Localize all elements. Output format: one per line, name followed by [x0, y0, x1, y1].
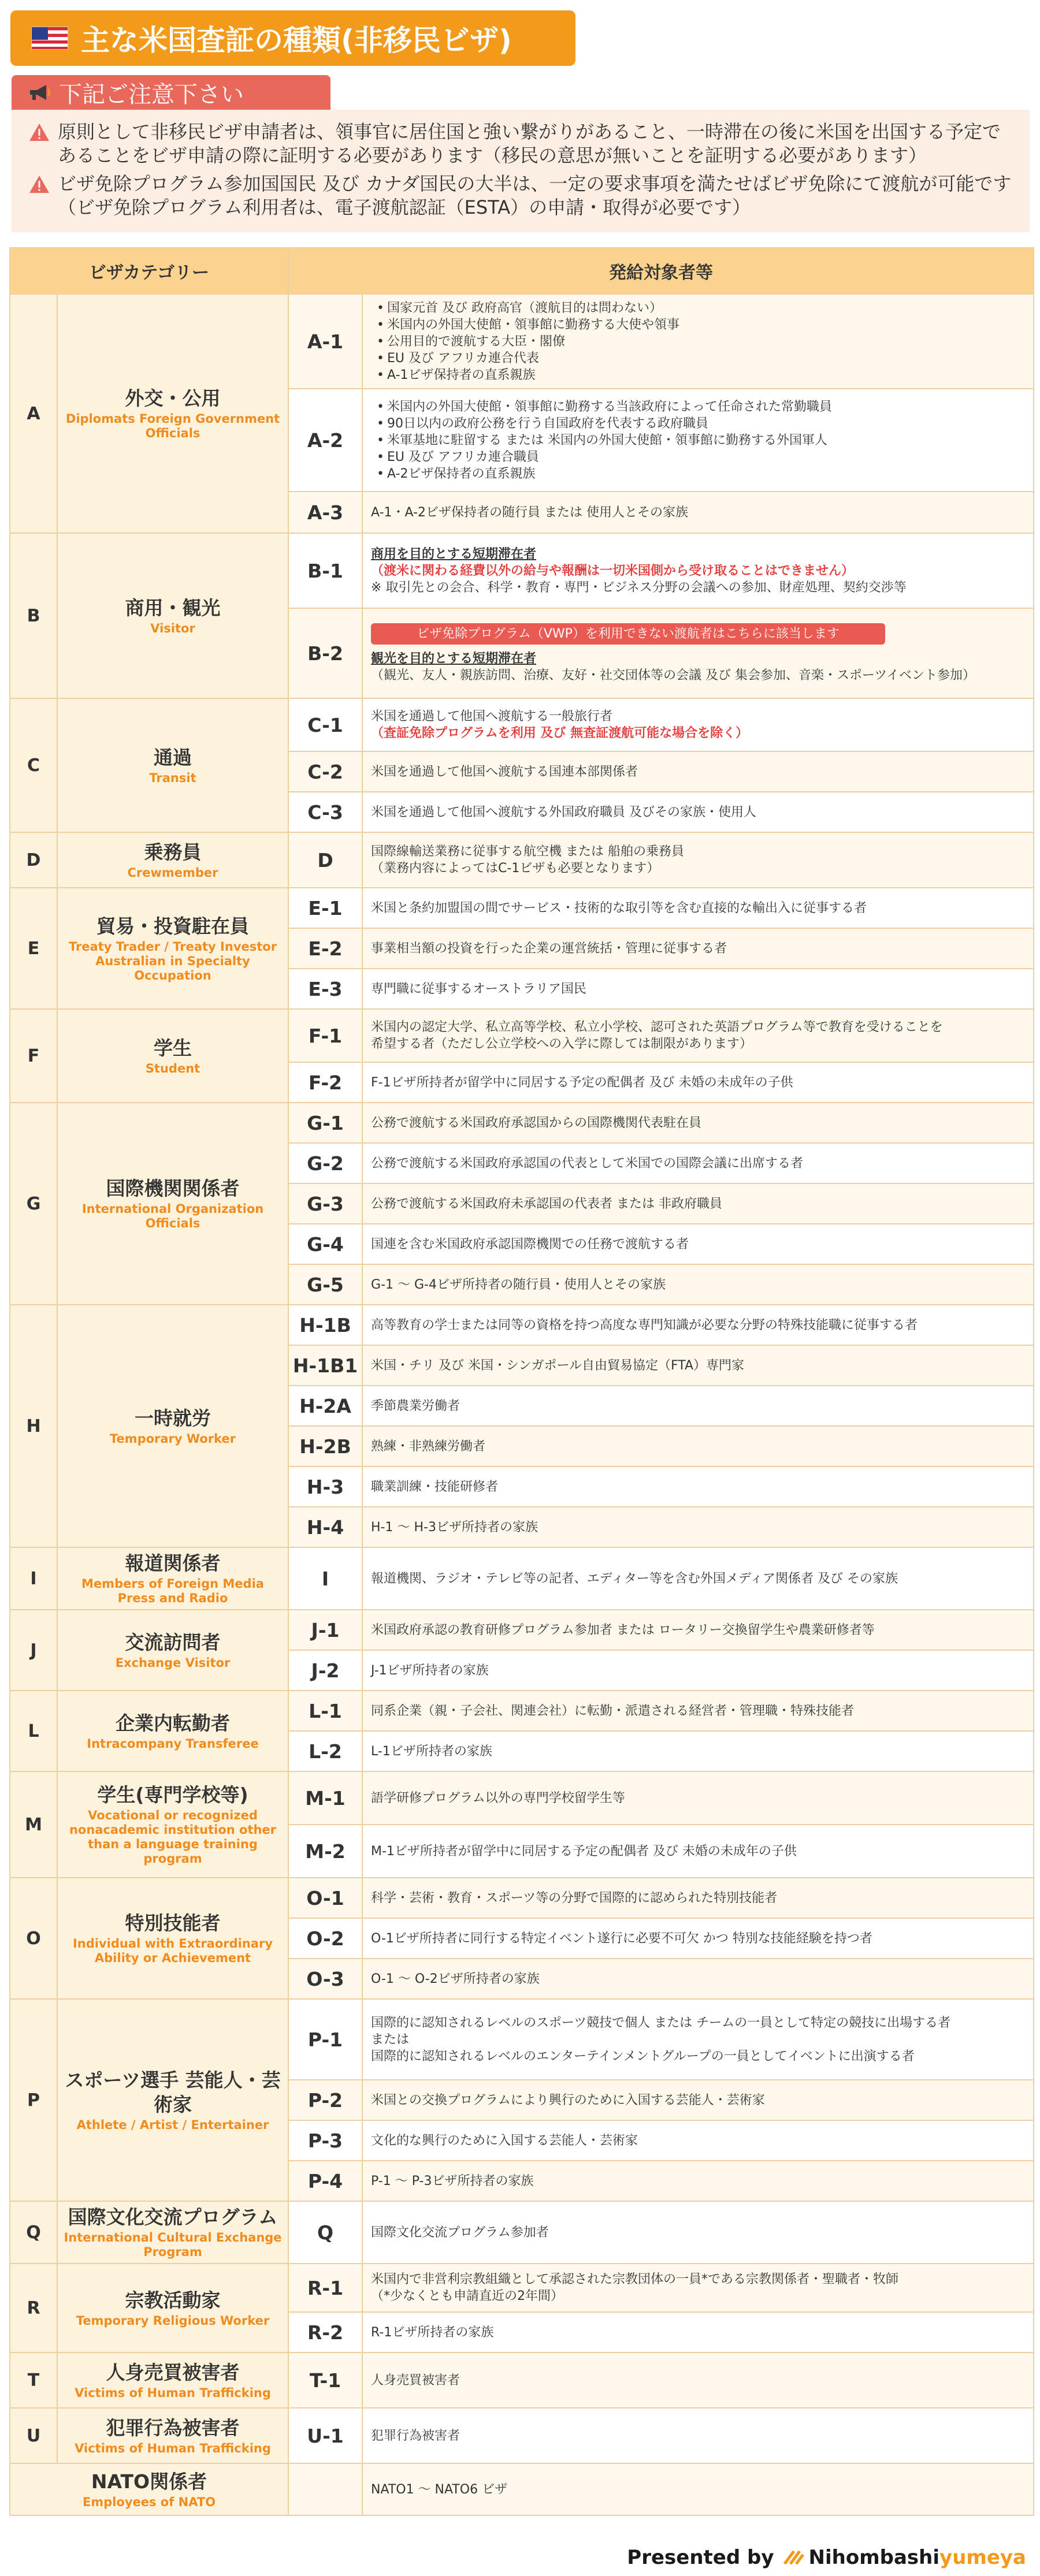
c1-warning: （査証免除プログラムを利用 及び 無査証渡航可能な場合を除く） [371, 726, 749, 740]
visa-description [362, 1999, 1034, 2080]
description-line: （業務内容によってはC-1ビザも必要となります） [371, 861, 660, 876]
visa-code: L-1 [288, 1691, 362, 1731]
category-name-cell [57, 1691, 288, 1771]
visa-description: P-1 ～ P-3ビザ所持者の家族 [362, 2161, 1034, 2201]
visa-code: J-1 [288, 1610, 362, 1650]
category-letter: G [10, 1103, 57, 1305]
visa-description: L-1ビザ所持者の家族 [362, 1731, 1034, 1771]
us-flag-icon [31, 27, 68, 50]
category-name-cell [57, 533, 288, 698]
header-eligible: 発給対象者等 [288, 248, 1034, 294]
category-name-en: Intracompany Transferee [87, 1736, 259, 1751]
page-title-text: 主な米国査証の種類(非移民ビザ) [81, 24, 512, 57]
category-name-jp: スポーツ選手 芸能人・芸術家 [65, 2068, 281, 2116]
bullet-item: • 国家元首 及び 政府高官（渡航目的は問わない） [371, 300, 1025, 317]
visa-description: 国連を含む米国政府承認国際機関での任務で渡航する者 [362, 1224, 1034, 1264]
table-row [10, 1610, 1034, 1650]
visa-description [362, 1009, 1034, 1062]
visa-description: J-1ビザ所持者の家族 [362, 1650, 1034, 1691]
visa-code: R-1 [288, 2264, 362, 2312]
category-name-en: Victims of Human Trafficking [75, 2385, 271, 2400]
category-letter: E [10, 888, 57, 1009]
table-row [10, 1771, 1034, 1825]
notice-box [12, 110, 1030, 232]
visa-description: 人身売買被害者 [362, 2352, 1034, 2408]
visa-description [362, 294, 1034, 389]
category-name-cell [57, 832, 288, 888]
visa-description: A-1・A-2ビザ保持者の随行員 または 使用人とその家族 [362, 492, 1034, 533]
visa-description: 米国政府承認の教育研修プログラム参加者 または ロータリー交換留学生や農業研修者等 [362, 1610, 1034, 1650]
visa-description: G-1 ～ G-4ビザ所持者の随行員・使用人とその家族 [362, 1264, 1034, 1305]
category-name-cell [57, 2264, 288, 2352]
notice-tab [12, 75, 330, 110]
category-letter: D [10, 832, 57, 888]
warning-icon [29, 123, 50, 142]
visa-code: H-3 [288, 1466, 362, 1507]
visa-code: G-5 [288, 1264, 362, 1305]
visa-description: 科学・芸術・教育・スポーツ等の分野で国際的に認められた特別技能者 [362, 1878, 1034, 1918]
table-row [10, 888, 1034, 928]
visa-code: T-1 [288, 2352, 362, 2408]
table-row [10, 1878, 1034, 1918]
category-name-jp: 犯罪行為被害者 [106, 2416, 240, 2439]
category-letter: R [10, 2264, 57, 2352]
visa-description: 公務で渡航する米国政府承認国の代表として米国での国際会議に出席する者 [362, 1143, 1034, 1183]
description-line: 希望する者（ただし公立学校への入学に際しては制限があります） [371, 1037, 753, 1051]
visa-code: B-2 [288, 608, 362, 698]
table-row [10, 1547, 1034, 1610]
description-line: 国際的に認知されるレベルのスポーツ競技で個人 または チームの一員として特定の競技に出場する者 [371, 2015, 951, 2030]
visa-code: C-3 [288, 792, 362, 832]
category-name-jp: 乗務員 [144, 840, 202, 863]
category-name-cell [10, 2463, 288, 2515]
category-name-en: Vocational or recognized nonacademic institution other than a language training program [69, 1808, 277, 1866]
visa-code: B-1 [288, 533, 362, 608]
category-name-en: International Cultural Exchange Program [64, 2231, 282, 2259]
category-letter: A [10, 294, 57, 533]
visa-description: 米国を通過して他国へ渡航する国連本部関係者 [362, 751, 1034, 792]
category-name-en: Diplomats Foreign Government Officials [65, 412, 280, 440]
table-row [10, 2463, 1034, 2515]
visa-code: H-4 [288, 1507, 362, 1547]
visa-description: 事業相当額の投資を行った企業の運営統括・管理に従事する者 [362, 928, 1034, 969]
category-letter: Q [10, 2201, 57, 2264]
visa-description: 米国を通過して他国へ渡航する外国政府職員 及びその家族・使用人 [362, 792, 1034, 832]
category-name-cell [57, 2408, 288, 2463]
category-letter: M [10, 1771, 57, 1878]
category-name-jp: 貿易・投資駐在員 [96, 914, 249, 937]
notice-tab-label: 下記ご注意下さい [59, 81, 244, 108]
visa-code: M-1 [288, 1771, 362, 1825]
visa-code: A-2 [288, 389, 362, 492]
visa-code: H-1B1 [288, 1345, 362, 1386]
description-line: 米国内で非営利宗教組織として承認された宗教団体の一員*である宗教関係者・聖職者・牧師 [371, 2272, 899, 2287]
visa-code: I [288, 1547, 362, 1610]
bullet-item: • EU 及び アフリカ連合代表 [371, 350, 1025, 367]
brand-name-a: Nihombashi [808, 2546, 940, 2569]
bullet-item: • 米国内の外国大使館・領事館に勤務する当該政府によって任命された常勤職員 [371, 399, 1025, 415]
visa-code: E-2 [288, 928, 362, 969]
bullet-item: • 公用目的で渡航する大臣・閣僚 [371, 333, 1025, 350]
category-name-jp: 学生 [154, 1036, 192, 1059]
visa-code: G-3 [288, 1183, 362, 1224]
visa-code: J-2 [288, 1650, 362, 1691]
category-name-en: Individual with Extraordinary Ability or Achievement [72, 1937, 273, 1965]
category-name-en: Exchange Visitor [115, 1655, 231, 1670]
visa-description [362, 389, 1034, 492]
visa-code: L-2 [288, 1731, 362, 1771]
b1-heading: 商用を目的とする短期滞在者 [371, 546, 537, 561]
visa-code: E-3 [288, 969, 362, 1009]
table-row [10, 2352, 1034, 2408]
visa-description: 専門職に従事するオーストラリア国民 [362, 969, 1034, 1009]
visa-description: 米国と条約加盟国の間でサービス・技術的な取引等を含む直接的な輸出入に従事する者 [362, 888, 1034, 928]
category-name-jp: 通過 [154, 746, 192, 769]
table-row [10, 1305, 1034, 1345]
category-name-jp: 宗教活動家 [125, 2288, 221, 2311]
visa-description: 同系企業（親・子会社、関連会社）に転勤・派遣される経営者・管理職・特殊技能者 [362, 1691, 1034, 1731]
notice-line [29, 120, 1012, 167]
category-name-en: Visitor [150, 621, 195, 635]
category-name-cell [57, 1771, 288, 1878]
category-name-jp: 国際機関関係者 [106, 1177, 240, 1200]
brand-logo-icon [782, 2549, 805, 2566]
category-letter: F [10, 1009, 57, 1103]
category-name-en: Temporary Worker [109, 1431, 236, 1446]
category-name-jp: 商用・観光 [125, 596, 221, 619]
visa-code: P-2 [288, 2080, 362, 2120]
category-name-jp: 報道関係者 [125, 1552, 221, 1574]
visa-code: Q [288, 2201, 362, 2264]
visa-description: R-1ビザ所持者の家族 [362, 2312, 1034, 2352]
visa-code: P-4 [288, 2161, 362, 2201]
visa-description: 公務で渡航する米国政府未承認国の代表者 または 非政府職員 [362, 1183, 1034, 1224]
visa-description: M-1ビザ所持者が留学中に同居する予定の配偶者 及び 未婚の未成年の子供 [362, 1825, 1034, 1878]
visa-code: C-1 [288, 698, 362, 751]
category-name-en: Crewmember [127, 865, 218, 880]
bullet-item: • 90日以内の政府公務を行う自国政府を代表する政府職員 [371, 415, 1025, 432]
c1-text: 米国を通過して他国へ渡航する一般旅行者 [371, 709, 613, 724]
visa-code [288, 2463, 362, 2515]
description-line: （*少なくとも申請直近の2年間） [371, 2289, 564, 2303]
visa-description: 犯罪行為被害者 [362, 2408, 1034, 2463]
visa-description: F-1ビザ所持者が留学中に同居する予定の配偶者 及び 未婚の未成年の子供 [362, 1062, 1034, 1103]
category-name-cell [57, 888, 288, 1009]
visa-description: 文化的な興行のために入国する芸能人・芸術家 [362, 2120, 1034, 2161]
category-letter: J [10, 1610, 57, 1691]
bullet-item: • A-2ビザ保持者の直系親族 [371, 466, 1025, 482]
category-name-cell [57, 294, 288, 533]
description-line: 国際線輸送業務に従事する航空機 または 船舶の乗務員 [371, 844, 685, 859]
visa-code: H-1B [288, 1305, 362, 1345]
category-name-cell [57, 1999, 288, 2201]
category-name-cell [57, 1878, 288, 1999]
visa-code: H-2B [288, 1426, 362, 1466]
category-name-cell [57, 1305, 288, 1547]
bullet-item: • 米国内の外国大使館・領事館に勤務する大使や領事 [371, 317, 1025, 333]
header-category: ビザカテゴリー [10, 248, 288, 294]
table-row [10, 1009, 1034, 1062]
description-line: 米国内の認定大学、私立高等学校、私立小学校、認可された英語プログラム等で教育を受けることを [371, 1020, 943, 1034]
category-name-cell [57, 1610, 288, 1691]
visa-code: A-1 [288, 294, 362, 389]
bullet-item: • EU 及び アフリカ連合職員 [371, 449, 1025, 466]
category-name-jp: NATO関係者 [91, 2470, 207, 2493]
visa-description [362, 2264, 1034, 2312]
bullet-list [371, 399, 1025, 482]
table-row [10, 1691, 1034, 1731]
category-letter: T [10, 2352, 57, 2408]
b1-warning: （渡米に関わる経費以外の給与や報酬は一切米国側から受け取ることはできません） [371, 563, 855, 578]
category-letter: B [10, 533, 57, 698]
category-name-cell [57, 698, 288, 832]
visa-description [362, 832, 1034, 888]
category-name-cell [57, 2352, 288, 2408]
category-name-jp: 特別技能者 [125, 1912, 221, 1934]
category-name-en: Transit [149, 770, 196, 785]
vwp-badge: ビザ免除プログラム（VWP）を利用できない渡航者はこちらに該当します [371, 623, 885, 645]
category-name-jp: 外交・公用 [125, 387, 221, 410]
category-name-en: Athlete / Artist / Entertainer [76, 2117, 269, 2132]
visa-code: P-1 [288, 1999, 362, 2080]
visa-code: A-3 [288, 492, 362, 533]
visa-code: G-1 [288, 1103, 362, 1143]
visa-description: 季節農業労働者 [362, 1386, 1034, 1426]
visa-code: O-2 [288, 1918, 362, 1959]
visa-code: H-2A [288, 1386, 362, 1426]
visa-description: O-1ビザ所持者に同行する特定イベント遂行に必要不可欠 かつ 特別な技能経験を持つ者 [362, 1918, 1034, 1959]
category-letter: L [10, 1691, 57, 1771]
table-row [10, 2408, 1034, 2463]
presented-by-label: Presented by [627, 2546, 774, 2569]
visa-description [362, 698, 1034, 751]
visa-description: NATO1 ～ NATO6 ビザ [362, 2463, 1034, 2515]
table-row [10, 2264, 1034, 2312]
visa-description: O-1 ～ O-2ビザ所持者の家族 [362, 1959, 1034, 1999]
description-line: 国際的に認知されるレベルのエンターテインメントグループの一員としてイベントに出演する者 [371, 2049, 915, 2064]
visa-code: O-3 [288, 1959, 362, 1999]
category-name-jp: 交流訪問者 [125, 1631, 221, 1654]
visa-description [362, 533, 1034, 608]
table-row [10, 1999, 1034, 2080]
category-name-jp: 一時就労 [135, 1406, 211, 1430]
table-row [10, 1103, 1034, 1143]
category-name-cell [57, 1103, 288, 1305]
visa-description: 米国との交換プログラムにより興行のために入国する芸能人・芸術家 [362, 2080, 1034, 2120]
table-row [10, 832, 1034, 888]
visa-code: E-1 [288, 888, 362, 928]
visa-description: 語学研修プログラム以外の専門学校留学生等 [362, 1771, 1034, 1825]
visa-code: D [288, 832, 362, 888]
visa-table [9, 247, 1034, 2516]
visa-code: F-2 [288, 1062, 362, 1103]
visa-code: O-1 [288, 1878, 362, 1918]
visa-code: R-2 [288, 2312, 362, 2352]
category-letter: O [10, 1878, 57, 1999]
table-row [10, 294, 1034, 389]
category-name-jp: 国際文化交流プログラム [68, 2206, 278, 2228]
category-name-en: Temporary Religious Worker [76, 2313, 270, 2328]
visa-code: P-3 [288, 2120, 362, 2161]
notice-text: 原則として非移民ビザ申請者は、領事官に居住国と強い繋がりがあること、一時滞在の後に米国を出国する予定であることをビザ申請の際に証明する必要があります（移民の意思が無いことを証明する必要があります） [58, 121, 1001, 166]
visa-code: M-2 [288, 1825, 362, 1878]
category-name-jp: 学生(専門学校等) [97, 1784, 248, 1806]
visa-description: 職業訓練・技能研修者 [362, 1466, 1034, 1507]
category-name-en: Employees of NATO [82, 2495, 216, 2509]
page-title [10, 10, 575, 66]
category-letter: H [10, 1305, 57, 1547]
footer [627, 2545, 1026, 2570]
brand-name-b: yumeya [939, 2546, 1026, 2569]
table-row [10, 533, 1034, 608]
category-name-cell [57, 2201, 288, 2264]
notice-line [29, 172, 1012, 219]
visa-description: 国際文化交流プログラム参加者 [362, 2201, 1034, 2264]
visa-description [362, 608, 1034, 698]
category-name-en: International Organization Officials [81, 1202, 264, 1230]
visa-description: 公務で渡航する米国政府承認国からの国際機関代表駐在員 [362, 1103, 1034, 1143]
category-letter: U [10, 2408, 57, 2463]
b2-note: （観光、友人・親族訪問、治療、友好・社交団体等の会議 及び 集会参加、音楽・スポーツイベント参加） [371, 668, 976, 683]
visa-description: 米国・チリ 及び 米国・シンガポール自由貿易協定（FTA）専門家 [362, 1345, 1034, 1386]
visa-code: G-4 [288, 1224, 362, 1264]
bullet-item: • A-1ビザ保持者の直系親族 [371, 367, 1025, 384]
b2-heading: 観光を目的とする短期滞在者 [371, 651, 537, 666]
bullet-item: • 米軍基地に駐留する または 米国内の外国大使館・領事館に勤務する外国軍人 [371, 432, 1025, 449]
category-letter: C [10, 698, 57, 832]
visa-description: H-1 ～ H-3ビザ所持者の家族 [362, 1507, 1034, 1547]
description-line: または [371, 2032, 410, 2047]
megaphone-icon [28, 83, 52, 102]
visa-code: U-1 [288, 2408, 362, 2463]
category-name-jp: 人身売買被害者 [106, 2361, 240, 2384]
visa-description: 高等教育の学士または同等の資格を持つ高度な専門知識が必要な分野の特殊技能職に従事する者 [362, 1305, 1034, 1345]
category-name-en: Victims of Human Trafficking [75, 2441, 271, 2455]
b1-note: ※ 取引先との会合、科学・教育・専門・ビジネス分野の会議への参加、財産処理、契約交渉等 [371, 580, 907, 595]
category-name-en: Treaty Trader / Treaty Investor Australian in Specialty Occupation [68, 939, 277, 982]
visa-description: 熟練・非熟練労働者 [362, 1426, 1034, 1466]
category-letter: I [10, 1547, 57, 1610]
category-name-jp: 企業内転勤者 [116, 1711, 230, 1734]
warning-icon [29, 175, 50, 193]
notice-text: ビザ免除プログラム参加国国民 及び カナダ国民の大半は、一定の要求事項を満たせばビザ免除にて渡航が可能です（ビザ免除プログラム利用者は、電子渡航認証（ESTA）の申請・取得が必要です） [58, 173, 1012, 218]
table-row [10, 698, 1034, 751]
visa-code: C-2 [288, 751, 362, 792]
visa-description: 報道機関、ラジオ・テレビ等の記者、エディター等を含む外国メディア関係者 及び その家族 [362, 1547, 1034, 1610]
category-name-cell [57, 1547, 288, 1610]
table-row [10, 2201, 1034, 2264]
category-name-cell [57, 1009, 288, 1103]
visa-code: F-1 [288, 1009, 362, 1062]
bullet-list [371, 300, 1025, 384]
category-name-en: Student [145, 1061, 200, 1075]
category-name-en: Members of Foreign Media Press and Radio [81, 1577, 264, 1605]
category-letter: P [10, 1999, 57, 2201]
visa-code: G-2 [288, 1143, 362, 1183]
